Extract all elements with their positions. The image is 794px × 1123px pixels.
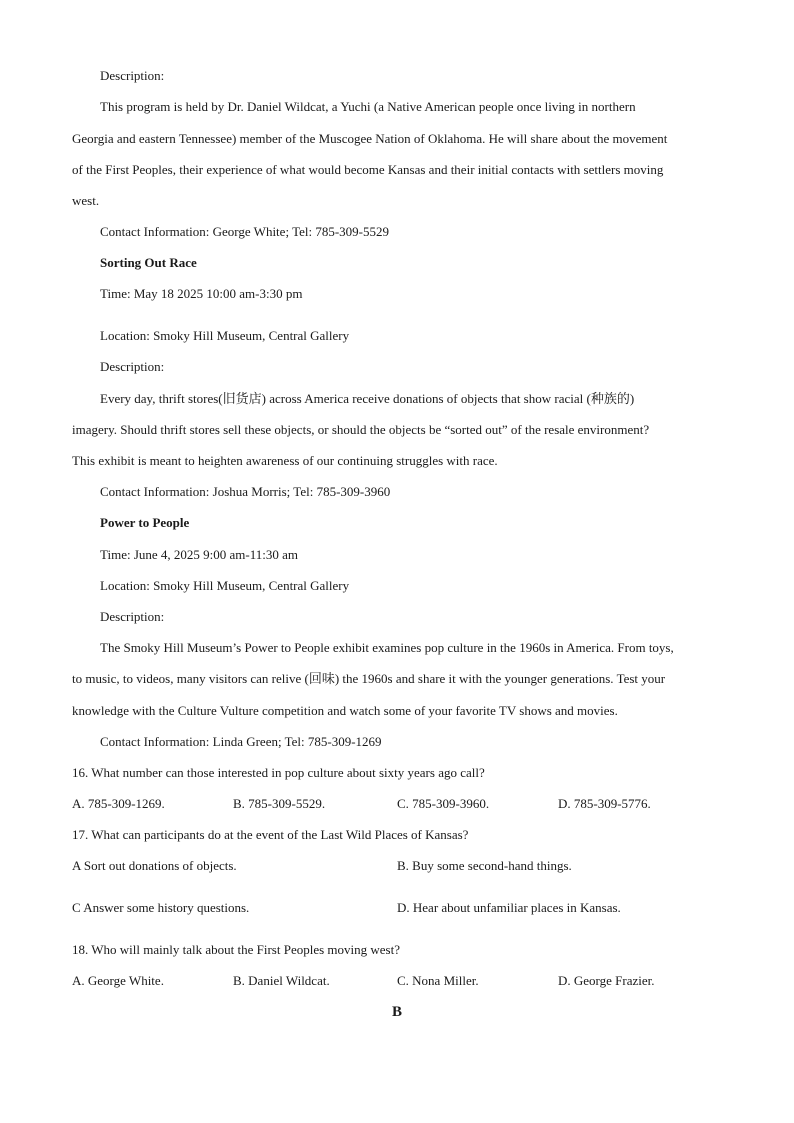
- event-time: Time: June 4, 2025 9:00 am-11:30 am: [100, 547, 299, 562]
- description-label: Description:: [100, 359, 165, 374]
- option-d: D. Hear about unfamiliar places in Kansas.: [397, 900, 621, 915]
- section-heading: B: [391, 1004, 402, 1020]
- option-d: D. George Frazier.: [558, 973, 655, 988]
- description-label: Description:: [100, 68, 165, 83]
- paragraph-line: The Smoky Hill Museum’s Power to People exhibit examines pop culture in the 1960s in America. From toys,: [100, 640, 674, 655]
- option-a: A Sort out donations of objects.: [72, 858, 237, 873]
- paragraph-line: This exhibit is meant to heighten awareness of our continuing struggles with race.: [72, 453, 498, 468]
- paragraph-line: This program is held by Dr. Daniel Wildcat, a Yuchi (a Native American people once living in northern: [100, 99, 636, 114]
- event-title: Sorting Out Race: [100, 255, 197, 270]
- question-17: 17. What can participants do at the event of the Last Wild Places of Kansas?: [72, 827, 469, 842]
- description-label: Description:: [100, 609, 165, 624]
- option-a: A. 785-309-1269.: [72, 796, 165, 811]
- option-b: B. Daniel Wildcat.: [233, 973, 330, 988]
- contact-info: Contact Information: Joshua Morris; Tel: 785-309-3960: [100, 484, 391, 499]
- event-location: Location: Smoky Hill Museum, Central Gallery: [100, 328, 350, 343]
- option-c: C Answer some history questions.: [72, 900, 250, 915]
- paragraph-line: Georgia and eastern Tennessee) member of the Muscogee Nation of Oklahoma. He will share about the movement: [72, 131, 668, 146]
- event-location: Location: Smoky Hill Museum, Central Gallery: [100, 578, 350, 593]
- paragraph-line: imagery. Should thrift stores sell these objects, or should the objects be “sorted out” of the resale environment?: [72, 422, 650, 437]
- option-c: C. 785-309-3960.: [397, 796, 490, 811]
- paragraph-line: to music, to videos, many visitors can relive (回味) the 1960s and share it with the younger generations. Test your: [72, 671, 666, 686]
- contact-info: Contact Information: George White; Tel: 785-309-5529: [100, 224, 390, 239]
- event-time: Time: May 18 2025 10:00 am-3:30 pm: [100, 286, 303, 301]
- paragraph-line: knowledge with the Culture Vulture competition and watch some of your favorite TV shows and movies.: [72, 703, 618, 718]
- question-18: 18. Who will mainly talk about the First Peoples moving west?: [72, 942, 400, 957]
- paragraph-line: of the First Peoples, their experience of what would become Kansas and their initial contacts with settlers moving: [72, 162, 664, 177]
- option-a: A. George White.: [72, 973, 164, 988]
- paragraph-line: west.: [72, 193, 100, 208]
- question-16: 16. What number can those interested in pop culture about sixty years ago call?: [72, 765, 485, 780]
- contact-info: Contact Information: Linda Green; Tel: 785-309-1269: [100, 734, 382, 749]
- option-c: C. Nona Miller.: [397, 973, 479, 988]
- option-b: B. Buy some second-hand things.: [397, 858, 572, 873]
- option-b: B. 785-309-5529.: [233, 796, 326, 811]
- event-title: Power to People: [100, 515, 190, 530]
- paragraph-line: Every day, thrift stores(旧货店) across America receive donations of objects that show racial (种族的): [100, 391, 635, 406]
- option-d: D. 785-309-5776.: [558, 796, 651, 811]
